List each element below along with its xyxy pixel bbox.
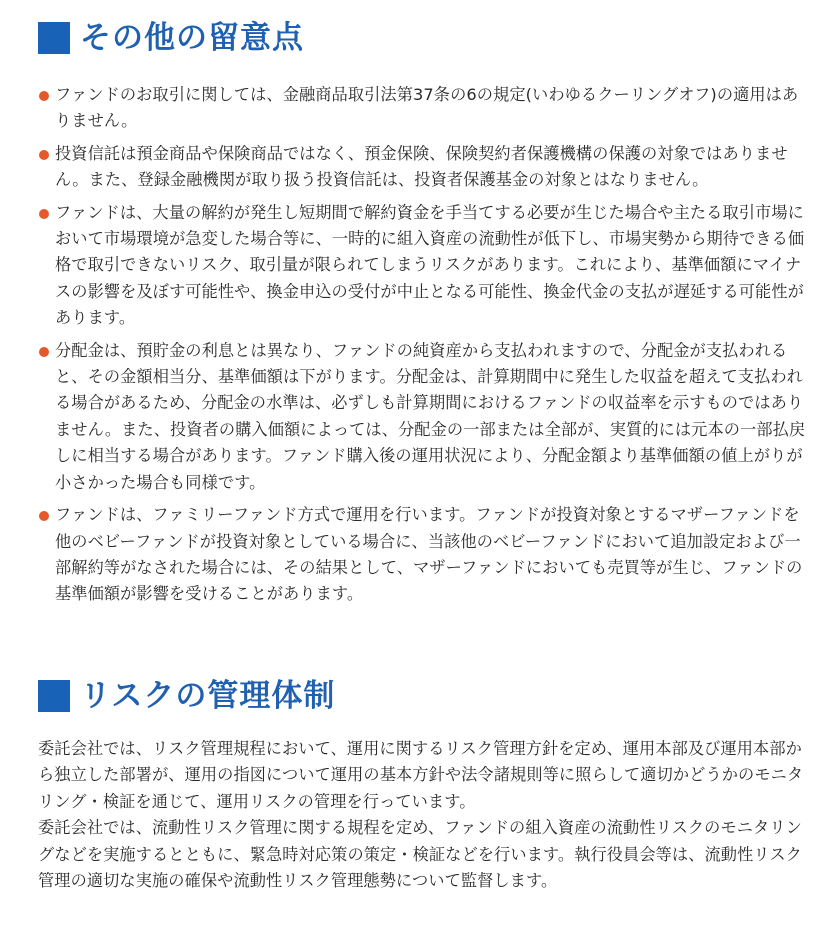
list-item bbox=[38, 502, 810, 608]
list-item-text: 投資信託は預金商品や保険商品ではなく、預金保険、保険契約者保護機構の保護の対象ではありません。また、登録金融機関が取り扱う投資信託は、投資者保護基金の対象とはなりません。 bbox=[55, 143, 788, 190]
section-title-notes: その他の留意点 bbox=[80, 20, 304, 56]
list-item-text: ファンドのお取引に関しては、金融商品取引法第37条の6の規定(いわゆるクーリングオフ)の適用はありません。 bbox=[55, 85, 799, 131]
section-heading-risk-management bbox=[38, 676, 335, 716]
list-item-text: ファンドは、ファミリーファンド方式で運用を行います。ファンドが投資対象とするマザーファンドを他のベビーファンドが投資対象としている場合に、当該他のベビーファンドにおいて追加設定および一部解約等がなされた場合には、その結果として、マザーファンドにおいても売買等が生じ、ファンドの基準価額が影響を受けることがあります。 bbox=[55, 505, 803, 604]
bullet-dot-icon bbox=[39, 209, 49, 219]
heading-square-icon bbox=[38, 22, 70, 54]
bullet-dot-icon bbox=[39, 150, 49, 160]
heading-square-icon bbox=[38, 680, 70, 712]
list-item-text: ファンドは、大量の解約が発生し短期間で解約資金を手当てする必要が生じた場合や主たる取引市場において市場環境が急変した場合等に、一時的に組入資産の流動性が低下し、市場実勢から期待できる価格で取引できないリスク、取引量が限られてしまうリスクがあります。これにより、基準価額にマイナスの影響を及ぼす可能性や、換金申込の受付が中止となる可能性、換金代金の支払が遅延する可能性があります。 bbox=[55, 202, 805, 328]
list-item bbox=[38, 200, 810, 332]
risk-management-body bbox=[38, 736, 813, 894]
section-heading-notes bbox=[38, 18, 304, 58]
section-title-risk-management: リスクの管理体制 bbox=[80, 678, 336, 714]
bullet-dot-icon bbox=[39, 511, 49, 521]
risk-paragraph: 委託会社では、流動性リスク管理に関する規程を定め、ファンドの組入資産の流動性リスクのモニタリングなどを実施するとともに、緊急時対応策の策定・検証などを行います。執行役員会等は、流動性リスク管理の適切な実施の確保や流動性リスク管理態勢について監督します。 bbox=[38, 818, 802, 891]
bullet-dot-icon bbox=[39, 347, 49, 357]
list-item-text: 分配金は、預貯金の利息とは異なり、ファンドの純資産から支払われますので、分配金が支払われると、その金額相当分、基準価額は下がります。分配金は、計算期間中に発生した収益を超えて支払われる場合があるため、分配金の水準は、必ずしも計算期間におけるファンドの収益率を示すものではありません。また、投資者の購入価額によっては、分配金の一部または全部が、実質的には元本の一部払戻しに相当する場合があります。ファンド購入後の運用状況により、分配金額より基準価額の値上がりが小さかった場合も同様です。 bbox=[55, 340, 806, 492]
notes-list bbox=[38, 82, 810, 614]
risk-paragraph: 委託会社では、リスク管理規程において、運用に関するリスク管理方針を定め、運用本部及び運用本部から独立した部署が、運用の指図について運用の基本方針や法令諸規則等に照らして適切かどうかのモニタリング・検証を通じて、運用リスクの管理を行っています。 bbox=[38, 739, 804, 811]
list-item bbox=[38, 338, 810, 496]
bullet-dot-icon bbox=[39, 91, 49, 101]
list-item bbox=[38, 141, 810, 194]
list-item bbox=[38, 82, 810, 135]
